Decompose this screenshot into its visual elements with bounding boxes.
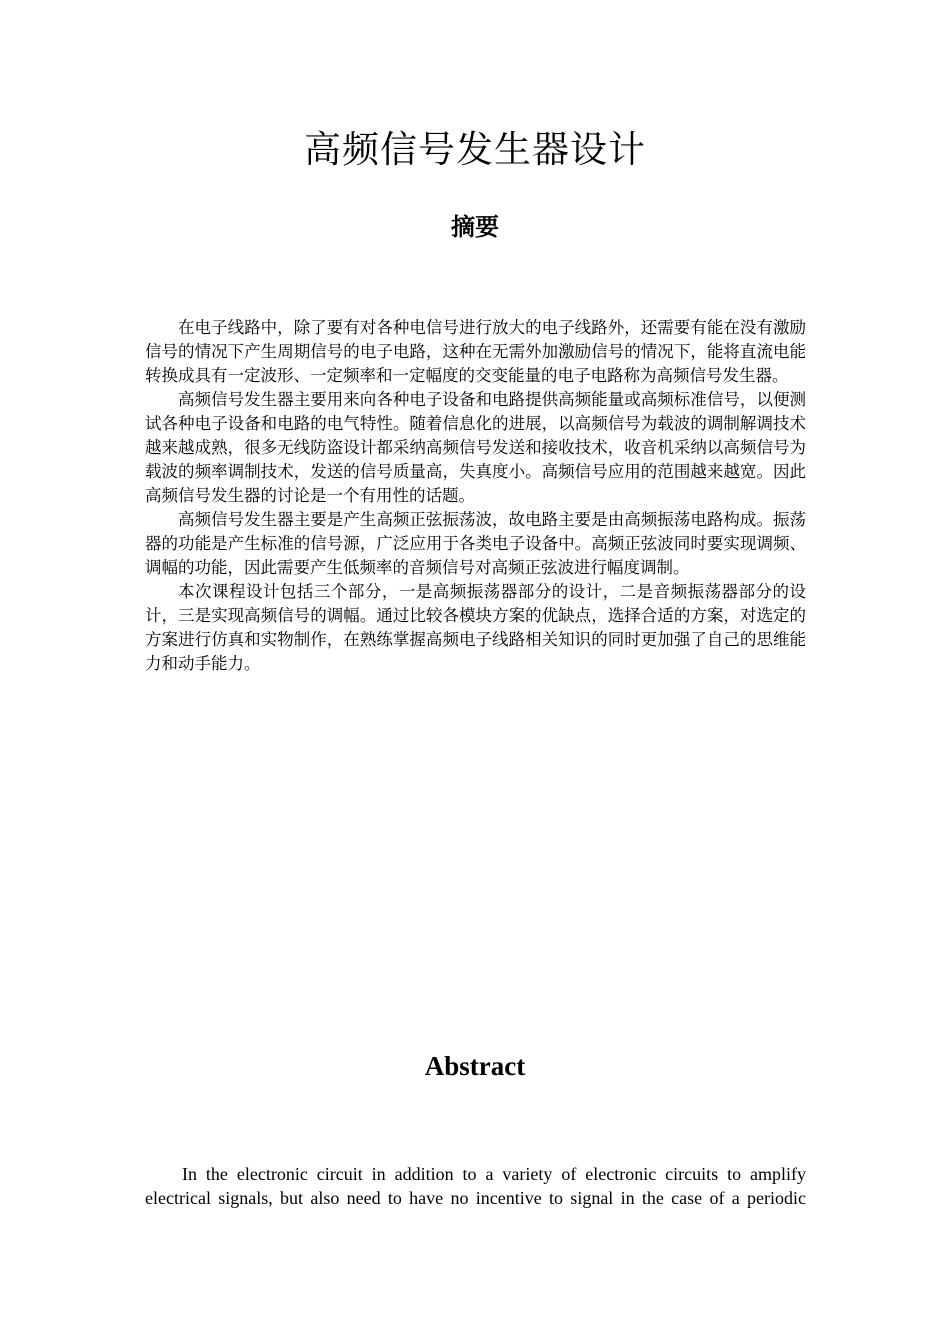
abstract-cn-paragraph: 高频信号发生器主要用来向各种电子设备和电路提供高频能量或高频标准信号，以便测试各种电子设备和电路的电气特性。随着信息化的进展，以高频信号为载波的调制解调技术越来越成熟，很多无线防盗设计都采纳高频信号发送和接收技术，收音机采纳以高频信号为载波的频率调制技术，发送的信号质量高，失真度小。高频信号应用的范围越来越宽。因此高频信号发生器的讨论是一个有用性的话题。 xyxy=(145,390,806,505)
abstract-en-body xyxy=(145,1162,806,1210)
document-title: 高频信号发生器设计 xyxy=(304,128,646,171)
abstract-cn-paragraph: 在电子线路中，除了要有对各种电信号进行放大的电子线路外，还需要有能在没有激励信号的情况下产生周期信号的电子电路，这种在无需外加激励信号的情况下，能将直流电能转换成具有一定波形、一定频率和一定幅度的交变能量的电子电路称为高频信号发生器。 xyxy=(145,318,806,385)
abstract-cn-paragraph: 高频信号发生器主要是产生高频正弦振荡波，故电路主要是由高频振荡电路构成。振荡器的功能是产生标准的信号源，广泛应用于各类电子设备中。高频正弦波同时要实现调频、调幅的功能，因此需要产生低频率的音频信号对高频正弦波进行幅度调制。 xyxy=(145,510,806,577)
abstract-cn-body xyxy=(145,316,806,676)
abstract-cn-paragraph: 本次课程设计包括三个部分，一是高频振荡器部分的设计，二是音频振荡器部分的设计，三是实现高频信号的调幅。通过比较各模块方案的优缺点，选择合适的方案，对选定的方案进行仿真和实物制作，在熟练掌握高频电子线路相关知识的同时更加强了自己的思维能力和动手能力。 xyxy=(145,582,806,673)
abstract-en-paragraph: In the electronic circuit in addition to a variety of electronic circuits to amplify electrical signals, but also need to have no incentive to signal in the case of a periodic xyxy=(145,1164,806,1208)
abstract-cn-heading: 摘要 xyxy=(451,213,499,241)
abstract-en-heading: Abstract xyxy=(424,1051,526,1081)
